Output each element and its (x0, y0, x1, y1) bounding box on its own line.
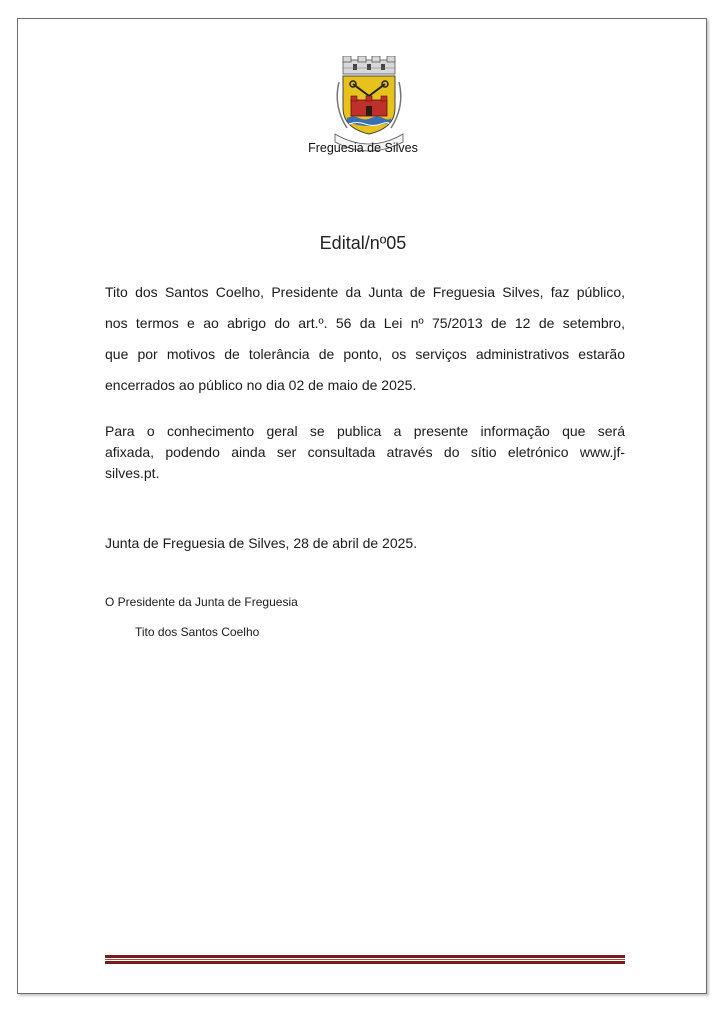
paragraph-line: nos termos e ao abrigo do art.º. 56 da Lei nº 75/2013 de 12 de setembro, (105, 315, 625, 331)
footer-rule-middle (105, 959, 625, 960)
signature-title: O Presidente da Junta de Freguesia (105, 595, 298, 609)
mural-crown (343, 56, 395, 74)
paragraph-line: Tito dos Santos Coelho, Presidente da Junta de Freguesia Silves, faz público, (105, 284, 625, 300)
document-title: Edital/nº05 (319, 233, 407, 253)
paragraph-line: afixada, podendo ainda ser consultada através do sítio eletrónico www.jf- (105, 444, 625, 460)
footer-rule-top (105, 955, 625, 958)
paragraph-line: encerrados ao público no dia 02 de maio de 2025. (105, 377, 417, 393)
footer-rule-bottom (105, 961, 625, 964)
paragraph-line: Para o conhecimento geral se publica a presente informação que será (105, 423, 625, 439)
parish-crest-icon (329, 56, 409, 154)
signature-name: Tito dos Santos Coelho (135, 625, 260, 639)
paragraph-line: silves.pt. (105, 465, 160, 481)
footer-rule (105, 955, 625, 964)
paragraph-line: que por motivos de tolerância de ponto, os serviços administrativos estarão (105, 346, 625, 362)
date-line: Junta de Freguesia de Silves, 28 de abril de 2025. (105, 535, 418, 551)
document-page (17, 18, 707, 994)
parish-name: Freguesia de Silves (308, 141, 418, 155)
announcement-paragraph (105, 277, 625, 401)
publication-paragraph (105, 421, 625, 484)
shield (343, 76, 395, 134)
